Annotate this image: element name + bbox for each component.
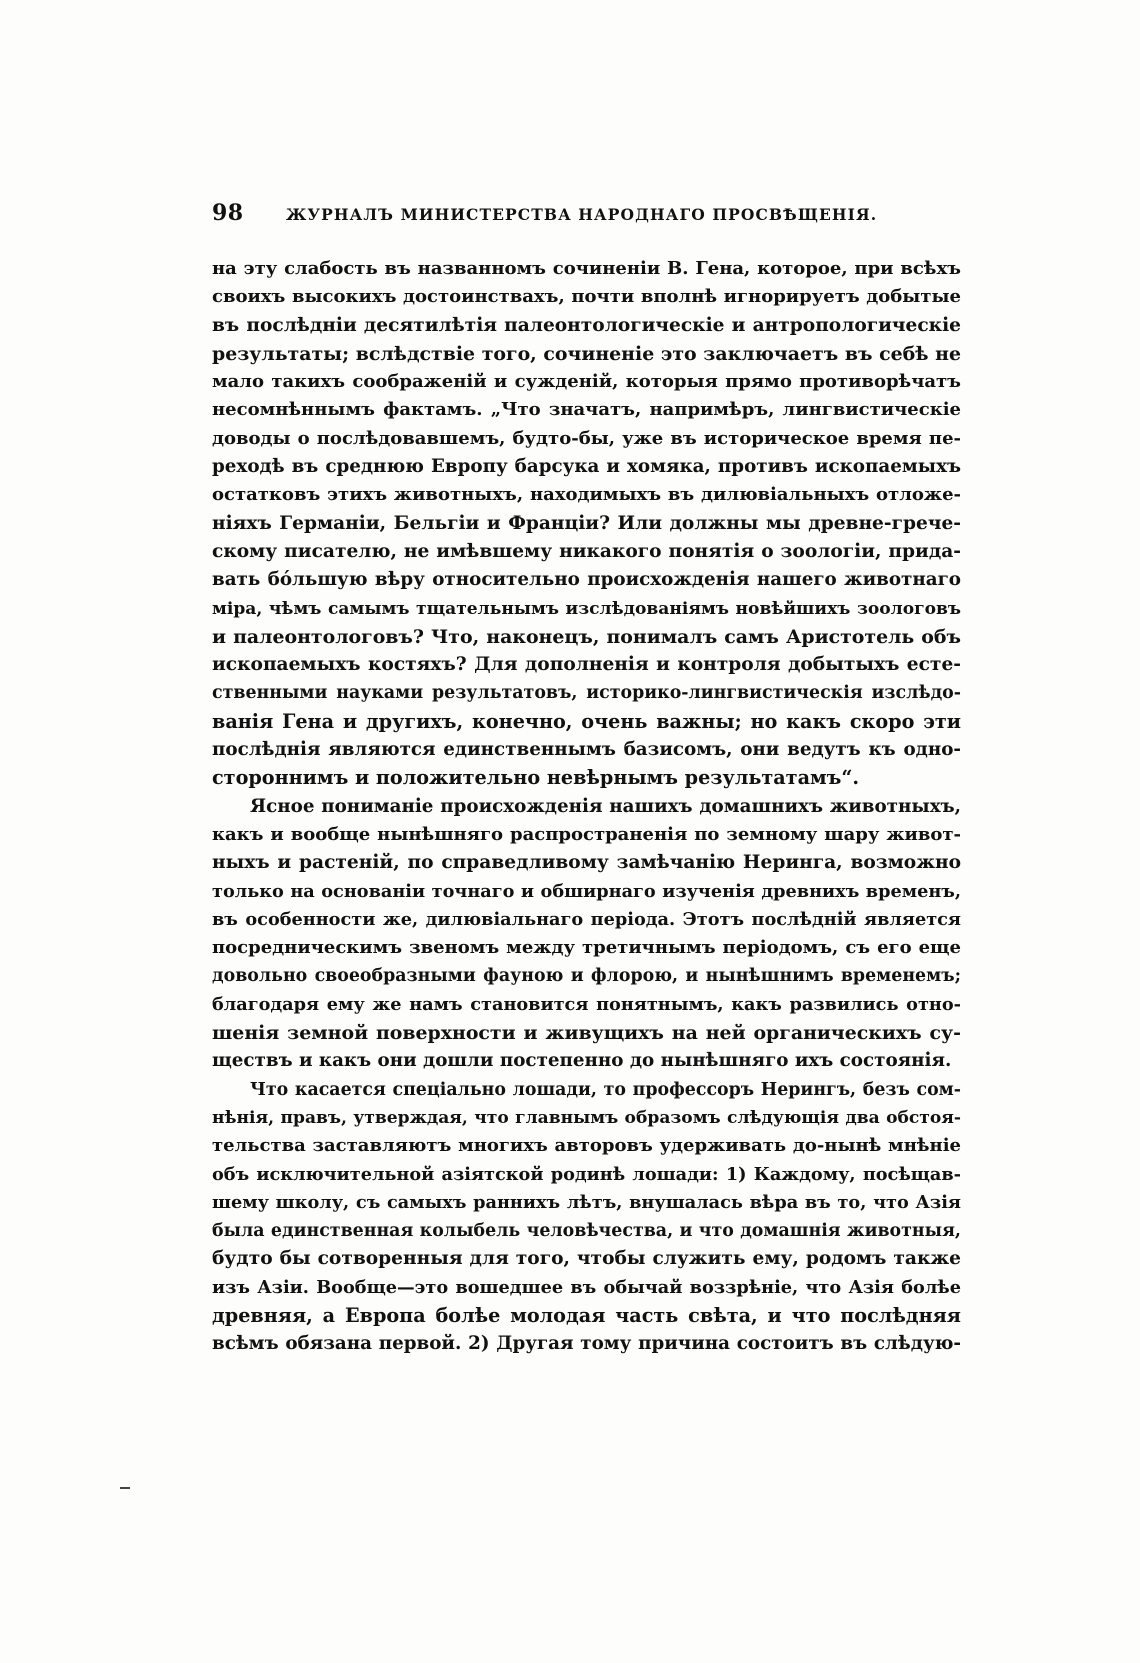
text-line: и палеонтологовъ? Что, наконецъ, понималъ самъ Аристотель объ (212, 625, 961, 648)
text-line: ніяхъ Германіи, Бельгіи и Франціи? Или должны мы древне-грече- (212, 512, 961, 534)
paragraph-start-line: Ясное пониманіе происхожденія нашихъ домашнихъ животныхъ, (250, 795, 961, 817)
text-line: шему школу, съ самыхъ раннихъ лѣтъ, внушалась вѣра въ то, что Азія (212, 1191, 961, 1213)
text-line: въ послѣдніи десятилѣтія палеонтологическіе и антропологическіе (212, 314, 961, 336)
text-line: на эту слабость въ названномъ сочиненіи В. Гена, которое, при всѣхъ (212, 258, 961, 279)
text-line: посредническимъ звеномъ между третичнымъ періодомъ, съ его еще (212, 937, 961, 959)
page-header (212, 200, 962, 230)
text-line: несомнѣннымъ фактамъ. „Что значатъ, напримѣръ, лингвистическіе (212, 399, 961, 421)
text-line: древняя, а Европа болѣе молодая часть свѣта, и что послѣдняя (212, 1303, 961, 1327)
text-line: объ исключительной азіятской родинѣ лошади: 1) Каждому, посѣщав- (212, 1163, 961, 1185)
text-line: всѣмъ обязана первой. 2) Другая тому причина состоитъ въ слѣдую- (212, 1333, 961, 1355)
text-line: своихъ высокихъ достоинствахъ, почти вполнѣ игнорируетъ добытые (212, 286, 961, 308)
text-line: ныхъ и растеній, по справедливому замѣчанію Неринга, возможно (212, 852, 961, 874)
text-line: какъ и вообще нынѣшняго распространенія по земному шару живот- (212, 823, 961, 845)
text-line: ственными науками результатовъ, историко-лингвистическія изслѣдо- (212, 683, 961, 704)
text-line: результаты; вслѣдствіе того, сочиненіе это заключаетъ въ себѣ не (212, 342, 961, 365)
paragraph-end-line: ществъ и какъ они дошли постепенно до нынѣшняго ихъ состоянія. (212, 1050, 952, 1072)
text-line: міра, чѣмъ самымъ тщательнымъ изслѣдованіямъ новѣйшихъ зоологовъ (212, 598, 961, 619)
text-line: реходѣ въ среднюю Европу барсука и хомяка, противъ ископаемыхъ (212, 456, 961, 478)
text-line: тельства заставляютъ многихъ авторовъ удерживать до-нынѣ мнѣніе (212, 1135, 961, 1157)
text-line: благодаря ему же намъ становится понятнымъ, какъ развились отно- (212, 993, 961, 1015)
text-line: ископаемыхъ костяхъ? Для дополненія и контроля добытыхъ есте- (212, 654, 961, 676)
text-line: вать бóльшую вѣру относительно происхожденія нашего животнаго (212, 569, 961, 591)
text-line: доводы о послѣдовавшемъ, будто-бы, уже въ историческое время пе- (212, 427, 961, 449)
paragraph-end-line: стороннимъ и положительно невѣрнымъ результатамъ“. (212, 766, 860, 790)
text-line: ванія Гена и другихъ, конечно, очень важны; но какъ скоро эти (212, 709, 961, 733)
running-title: ЖУРНАЛЪ МИНИСТЕРСТВА НАРОДНАГО ПРОСВѢЩЕНІЯ. (286, 205, 878, 224)
paragraph-start-line: Что касается спеціально лошади, то профессоръ Нерингъ, безъ сом- (250, 1079, 961, 1100)
text-line: нѣнія, правъ, утверждая, что главнымъ образомъ слѣдующія два обстоя- (212, 1107, 961, 1128)
text-line: остатковъ этихъ животныхъ, находимыхъ въ дилювіальныхъ отложе- (212, 484, 961, 506)
text-line: скому писателю, не имѣвшему никакого понятія о зоологіи, прида- (212, 540, 961, 562)
text-line: была единственная колыбель человѣчества, и что домашнія животныя, (212, 1221, 961, 1242)
text-line: въ особенности же, дилювіальнаго періода. Этотъ послѣдній является (212, 908, 961, 930)
text-line: будто бы сотворенныя для того, чтобы служить ему, родомъ также (212, 1248, 961, 1270)
text-line: мало такихъ соображеній и сужденій, которыя прямо противорѣчатъ (212, 371, 961, 393)
text-line: только на основаніи точнаго и обширнаго изученія древнихъ временъ, (212, 880, 961, 902)
text-line: довольно своеобразными фауною и флорою, и нынѣшнимъ временемъ; (212, 966, 961, 987)
text-line: изъ Азіи. Вообще—это вошедшее въ обычай воззрѣніе, что Азія болѣе (212, 1276, 961, 1298)
text-line: шенія земной поверхности и живущихъ на ней органическихъ су- (212, 1022, 961, 1045)
body-text (212, 255, 961, 1359)
text-line: послѣднія являются единственнымъ базисомъ, они ведутъ къ одно- (212, 739, 961, 761)
margin-dash-mark (120, 1487, 130, 1489)
page-number: 98 (212, 200, 244, 226)
